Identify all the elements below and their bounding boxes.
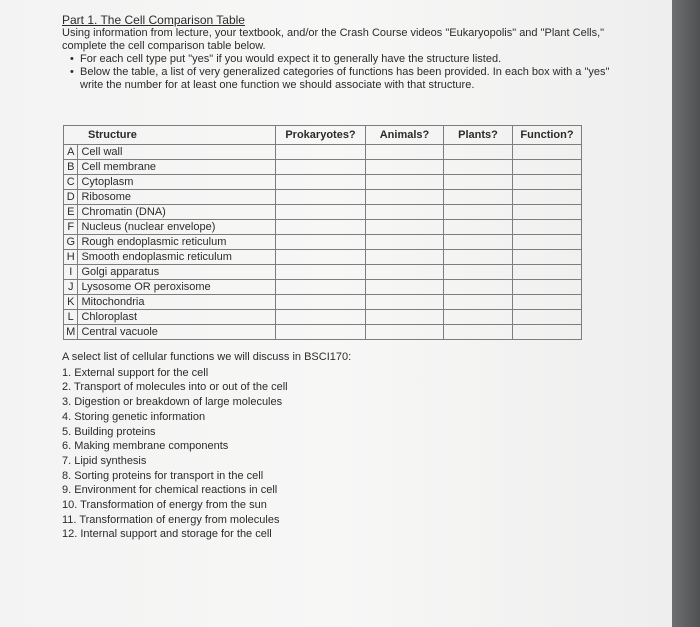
header-function: Function? bbox=[513, 126, 582, 145]
table-row bbox=[64, 310, 582, 325]
cell-plants[interactable] bbox=[444, 145, 513, 160]
row-structure: Smooth endoplasmic reticulum bbox=[78, 250, 276, 265]
row-letter: G bbox=[64, 235, 78, 250]
header-structure: Structure bbox=[64, 126, 276, 145]
table-row bbox=[64, 250, 582, 265]
instructions bbox=[62, 27, 622, 92]
cell-animals[interactable] bbox=[366, 190, 444, 205]
function-item: 12. Internal support and storage for the cell bbox=[62, 528, 272, 541]
row-letter: E bbox=[64, 205, 78, 220]
cell-animals[interactable] bbox=[366, 145, 444, 160]
header-animals: Animals? bbox=[366, 126, 444, 145]
row-structure: Nucleus (nuclear envelope) bbox=[78, 220, 276, 235]
intro-text: Using information from lecture, your textbook, and/or the Crash Course videos "Eukaryopolis" and "Plant Cells," complete the cell comparison table below. bbox=[62, 27, 605, 52]
cell-comparison-table bbox=[63, 125, 582, 340]
cell-plants[interactable] bbox=[444, 235, 513, 250]
function-list-lead: A select list of cellular functions we will discuss in BSCI170: bbox=[62, 351, 352, 363]
row-structure: Golgi apparatus bbox=[78, 265, 276, 280]
cell-plants[interactable] bbox=[444, 250, 513, 265]
cell-function[interactable] bbox=[513, 310, 582, 325]
row-letter: M bbox=[64, 325, 78, 340]
cell-prokaryotes[interactable] bbox=[276, 265, 366, 280]
table-row bbox=[64, 220, 582, 235]
table-row bbox=[64, 235, 582, 250]
row-letter: K bbox=[64, 295, 78, 310]
row-structure: Chromatin (DNA) bbox=[78, 205, 276, 220]
cell-function[interactable] bbox=[513, 205, 582, 220]
cell-function[interactable] bbox=[513, 325, 582, 340]
row-letter: F bbox=[64, 220, 78, 235]
cell-prokaryotes[interactable] bbox=[276, 190, 366, 205]
cell-plants[interactable] bbox=[444, 175, 513, 190]
cell-plants[interactable] bbox=[444, 265, 513, 280]
cell-function[interactable] bbox=[513, 220, 582, 235]
cell-plants[interactable] bbox=[444, 160, 513, 175]
cell-function[interactable] bbox=[513, 250, 582, 265]
table-row bbox=[64, 325, 582, 340]
row-letter: B bbox=[64, 160, 78, 175]
function-item: 8. Sorting proteins for transport in the cell bbox=[62, 469, 264, 482]
cell-plants[interactable] bbox=[444, 205, 513, 220]
row-letter: H bbox=[64, 250, 78, 265]
cell-plants[interactable] bbox=[444, 295, 513, 310]
section-title: Part 1. The Cell Comparison Table bbox=[62, 13, 245, 27]
cell-function[interactable] bbox=[513, 160, 582, 175]
cell-animals[interactable] bbox=[366, 160, 444, 175]
row-structure: Chloroplast bbox=[78, 310, 276, 325]
cell-function[interactable] bbox=[513, 145, 582, 160]
row-structure: Cell membrane bbox=[78, 160, 276, 175]
header-prokaryotes: Prokaryotes? bbox=[276, 126, 366, 145]
cell-plants[interactable] bbox=[444, 220, 513, 235]
function-item: 10. Transformation of energy from the sun bbox=[62, 499, 267, 512]
row-letter: A bbox=[64, 145, 78, 160]
table-row bbox=[64, 295, 582, 310]
header-plants: Plants? bbox=[444, 126, 513, 145]
function-item: 7. Lipid synthesis bbox=[62, 454, 147, 467]
cell-animals[interactable] bbox=[366, 205, 444, 220]
cell-prokaryotes[interactable] bbox=[276, 205, 366, 220]
cell-animals[interactable] bbox=[366, 220, 444, 235]
cell-prokaryotes[interactable] bbox=[276, 280, 366, 295]
function-item: 3. Digestion or breakdown of large molecules bbox=[62, 396, 283, 409]
cell-animals[interactable] bbox=[366, 295, 444, 310]
cell-function[interactable] bbox=[513, 295, 582, 310]
background-surface bbox=[672, 0, 700, 627]
cell-prokaryotes[interactable] bbox=[276, 220, 366, 235]
function-item: 9. Environment for chemical reactions in cell bbox=[62, 484, 278, 497]
cell-function[interactable] bbox=[513, 265, 582, 280]
cell-prokaryotes[interactable] bbox=[276, 295, 366, 310]
function-item: 2. Transport of molecules into or out of the cell bbox=[62, 381, 288, 394]
row-letter: J bbox=[64, 280, 78, 295]
cell-prokaryotes[interactable] bbox=[276, 175, 366, 190]
row-structure: Rough endoplasmic reticulum bbox=[78, 235, 276, 250]
function-item: 11. Transformation of energy from molecules bbox=[62, 513, 280, 526]
row-letter: L bbox=[64, 310, 78, 325]
cell-prokaryotes[interactable] bbox=[276, 235, 366, 250]
cell-animals[interactable] bbox=[366, 175, 444, 190]
table-row bbox=[64, 280, 582, 295]
cell-function[interactable] bbox=[513, 175, 582, 190]
table-row bbox=[64, 175, 582, 190]
row-structure: Cytoplasm bbox=[78, 175, 276, 190]
cell-animals[interactable] bbox=[366, 235, 444, 250]
cell-prokaryotes[interactable] bbox=[276, 160, 366, 175]
cell-prokaryotes[interactable] bbox=[276, 250, 366, 265]
cell-prokaryotes[interactable] bbox=[276, 145, 366, 160]
table-row bbox=[64, 265, 582, 280]
table-row bbox=[64, 205, 582, 220]
cell-function[interactable] bbox=[513, 235, 582, 250]
cell-plants[interactable] bbox=[444, 325, 513, 340]
cell-animals[interactable] bbox=[366, 310, 444, 325]
function-item: 5. Building proteins bbox=[62, 425, 156, 438]
function-item: 4. Storing genetic information bbox=[62, 410, 206, 423]
table-row bbox=[64, 145, 582, 160]
table-row bbox=[64, 190, 582, 205]
row-structure: Central vacuole bbox=[78, 325, 276, 340]
cell-animals[interactable] bbox=[366, 280, 444, 295]
row-structure: Ribosome bbox=[78, 190, 276, 205]
cell-animals[interactable] bbox=[366, 265, 444, 280]
function-items bbox=[62, 366, 351, 542]
row-structure: Lysosome OR peroxisome bbox=[78, 280, 276, 295]
table-body bbox=[64, 145, 582, 340]
bullet-item: • For each cell type put "yes" if you would expect it to generally have the structure listed. bbox=[62, 53, 622, 66]
row-letter: I bbox=[64, 265, 78, 280]
function-item: 6. Making membrane components bbox=[62, 440, 229, 453]
cell-prokaryotes[interactable] bbox=[276, 325, 366, 340]
cell-plants[interactable] bbox=[444, 190, 513, 205]
row-letter: D bbox=[64, 190, 78, 205]
function-list bbox=[62, 350, 351, 542]
row-structure: Mitochondria bbox=[78, 295, 276, 310]
table-header-row bbox=[64, 126, 582, 145]
instruction-bullets bbox=[62, 53, 622, 92]
cell-animals[interactable] bbox=[366, 325, 444, 340]
cell-function[interactable] bbox=[513, 280, 582, 295]
row-letter: C bbox=[64, 175, 78, 190]
row-structure: Cell wall bbox=[78, 145, 276, 160]
function-item: 1. External support for the cell bbox=[62, 366, 209, 379]
cell-plants[interactable] bbox=[444, 280, 513, 295]
cell-prokaryotes[interactable] bbox=[276, 310, 366, 325]
cell-function[interactable] bbox=[513, 190, 582, 205]
cell-animals[interactable] bbox=[366, 250, 444, 265]
table-row bbox=[64, 160, 582, 175]
bullet-item: • Below the table, a list of very generalized categories of functions has been provided. In each box with a "yes" write the number for at least one function we should associate with that structure. bbox=[62, 66, 622, 92]
cell-plants[interactable] bbox=[444, 310, 513, 325]
